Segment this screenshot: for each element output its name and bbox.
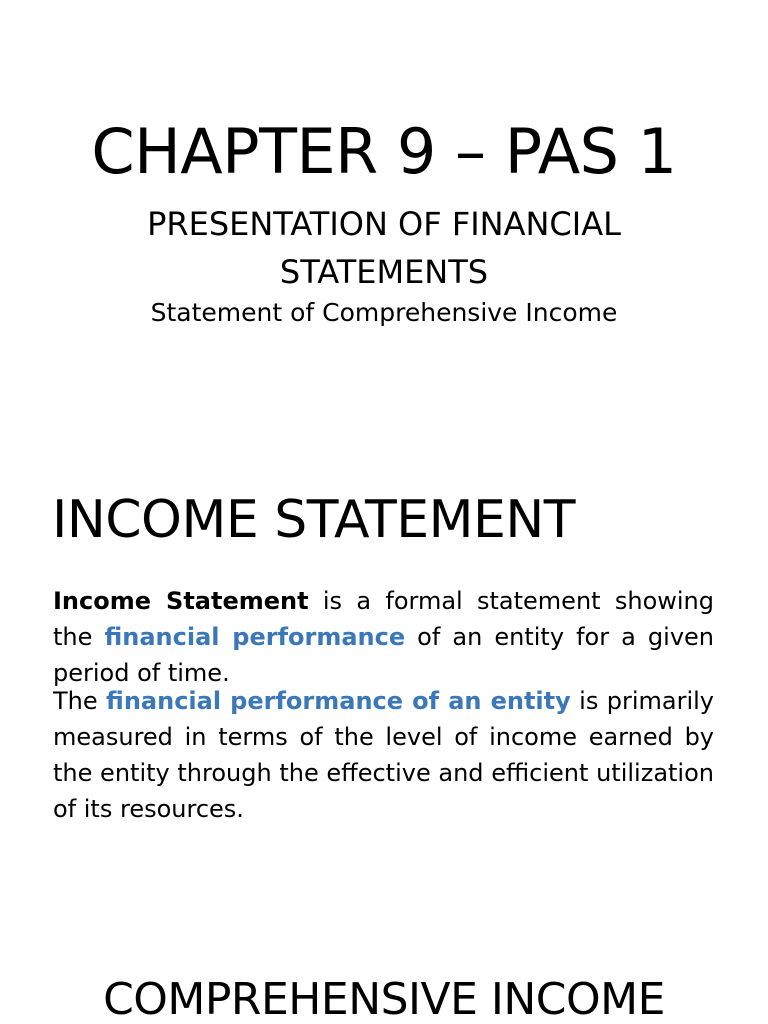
presentation-subtitle: PRESENTATION OF FINANCIAL STATEMENTS bbox=[147, 205, 621, 291]
paragraph-text: is primarily measured in terms of the level of income earned by the entity through the effective and efficient utilization of its resources. bbox=[53, 687, 714, 823]
title-slide bbox=[0, 0, 768, 440]
section-title: COMPREHENSIVE INCOME bbox=[103, 974, 665, 1024]
statement-subtitle: Statement of Comprehensive Income bbox=[150, 298, 618, 327]
definition-paragraph bbox=[53, 583, 714, 691]
paragraph-text: is a formal statement showing the bbox=[53, 587, 714, 651]
income-statement-slide bbox=[0, 440, 768, 960]
term-label: Income Statement bbox=[53, 587, 309, 615]
comprehensive-income-slide bbox=[0, 960, 768, 1024]
section-title: INCOME STATEMENT bbox=[52, 490, 575, 550]
chapter-title: CHAPTER 9 – PAS 1 bbox=[91, 115, 677, 188]
highlighted-term: financial performance of an entity bbox=[106, 687, 571, 715]
paragraph-text: of an entity for a given period of time. bbox=[53, 623, 714, 687]
measurement-paragraph bbox=[53, 683, 714, 827]
highlighted-term: financial performance bbox=[104, 623, 406, 651]
paragraph-text: The bbox=[53, 687, 107, 715]
